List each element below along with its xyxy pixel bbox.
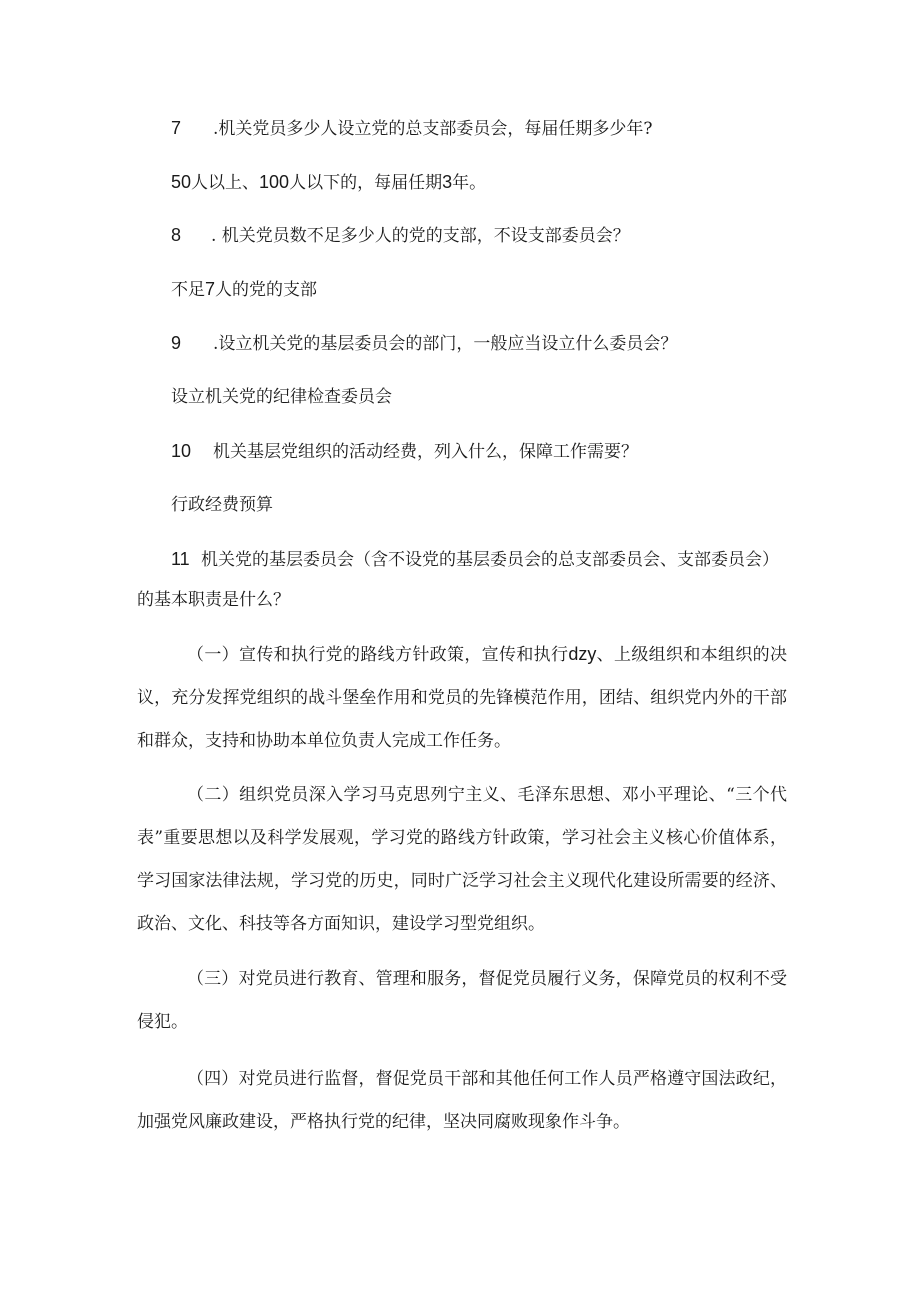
answer-number: 3 [442, 172, 453, 192]
answer-7 [171, 171, 486, 194]
duty-paragraph-2 [137, 774, 787, 946]
duty-text: 、上级组织和本组织的决议，充分发挥党组织的战斗堡垒作用和党员的先锋模范作用，团结、组织党内外的干部和群众，支持和协助本单位负责人完成工作任务。 [137, 645, 788, 751]
question-9 [171, 332, 677, 355]
question-text: . 机关党员数不足多少人的党的支部，不设支部委员会？ [211, 226, 630, 246]
duty-text: （三）对党员进行教育、管理和服务，督促党员履行义务，保障党员的权利不受侵犯。 [137, 969, 787, 1032]
duty-paragraph-4 [137, 1058, 787, 1144]
duty-text: （二）组织党员深入学习马克思列宁主义、毛泽东思想、邓小平理论、“三个代表”重要思想以及科学发展观，学习党的路线方针政策，学习社会主义核心价值体系，学习国家法律法规，学习党的历史，同时广泛学习社会主义现代化建设所需要的经济、政治、文化、科技等各方面知识，建设学习型党组织。 [137, 785, 787, 934]
answer-number: 7 [205, 279, 216, 299]
question-10 [171, 440, 638, 463]
answer-text: 人的党的支部 [215, 280, 318, 300]
answer-text: 年。 [452, 173, 487, 193]
duty-text: （一）宣传和执行党的路线方针政策，宣传和执行 [187, 645, 569, 665]
answer-8 [171, 278, 317, 301]
duty-text: （四）对党员进行监督，督促党员干部和其他任何工作人员严格遵守国法政纪，加强党风廉政建设，严格执行党的纪律，坚决同腐败现象作斗争。 [137, 1069, 787, 1132]
answer-number: 50 [171, 172, 192, 192]
duty-paragraph-1 [137, 633, 787, 763]
answer-text: 行政经费预算 [171, 495, 273, 515]
question-text: 的基本职责是什么？ [137, 590, 290, 610]
answer-10 [171, 494, 273, 516]
question-text: 机关基层党组织的活动经费，列入什么，保障工作需要？ [213, 442, 638, 462]
question-7 [171, 117, 653, 140]
question-text: .机关党员多少人设立党的总支部委员会，每届任期多少年? [213, 119, 653, 139]
answer-9 [171, 386, 392, 408]
answer-text: 设立机关党的纪律检查委员会 [171, 387, 392, 407]
question-number: 9 [171, 333, 182, 353]
question-text: .设立机关党的基层委员会的部门，一般应当设立什么委员会？ [213, 334, 678, 354]
duty-paragraph-3 [137, 958, 787, 1044]
answer-number: 100 [259, 172, 290, 192]
answer-text: 人以下的，每届任期 [289, 173, 443, 193]
question-number: 11 [171, 549, 190, 569]
answer-text: 不足 [171, 280, 205, 300]
duty-text: dzy [568, 644, 597, 664]
question-number: 8 [171, 225, 182, 245]
question-8 [171, 224, 630, 247]
question-text: 机关党的基层委员会（含不设党的基层委员会的总支部委员会、支部委员会） [201, 550, 779, 570]
question-11 [171, 548, 779, 571]
question-number: 10 [171, 441, 192, 461]
answer-text: 人以上、 [191, 173, 260, 193]
question-11-continued [137, 589, 290, 611]
question-number: 7 [171, 118, 182, 138]
